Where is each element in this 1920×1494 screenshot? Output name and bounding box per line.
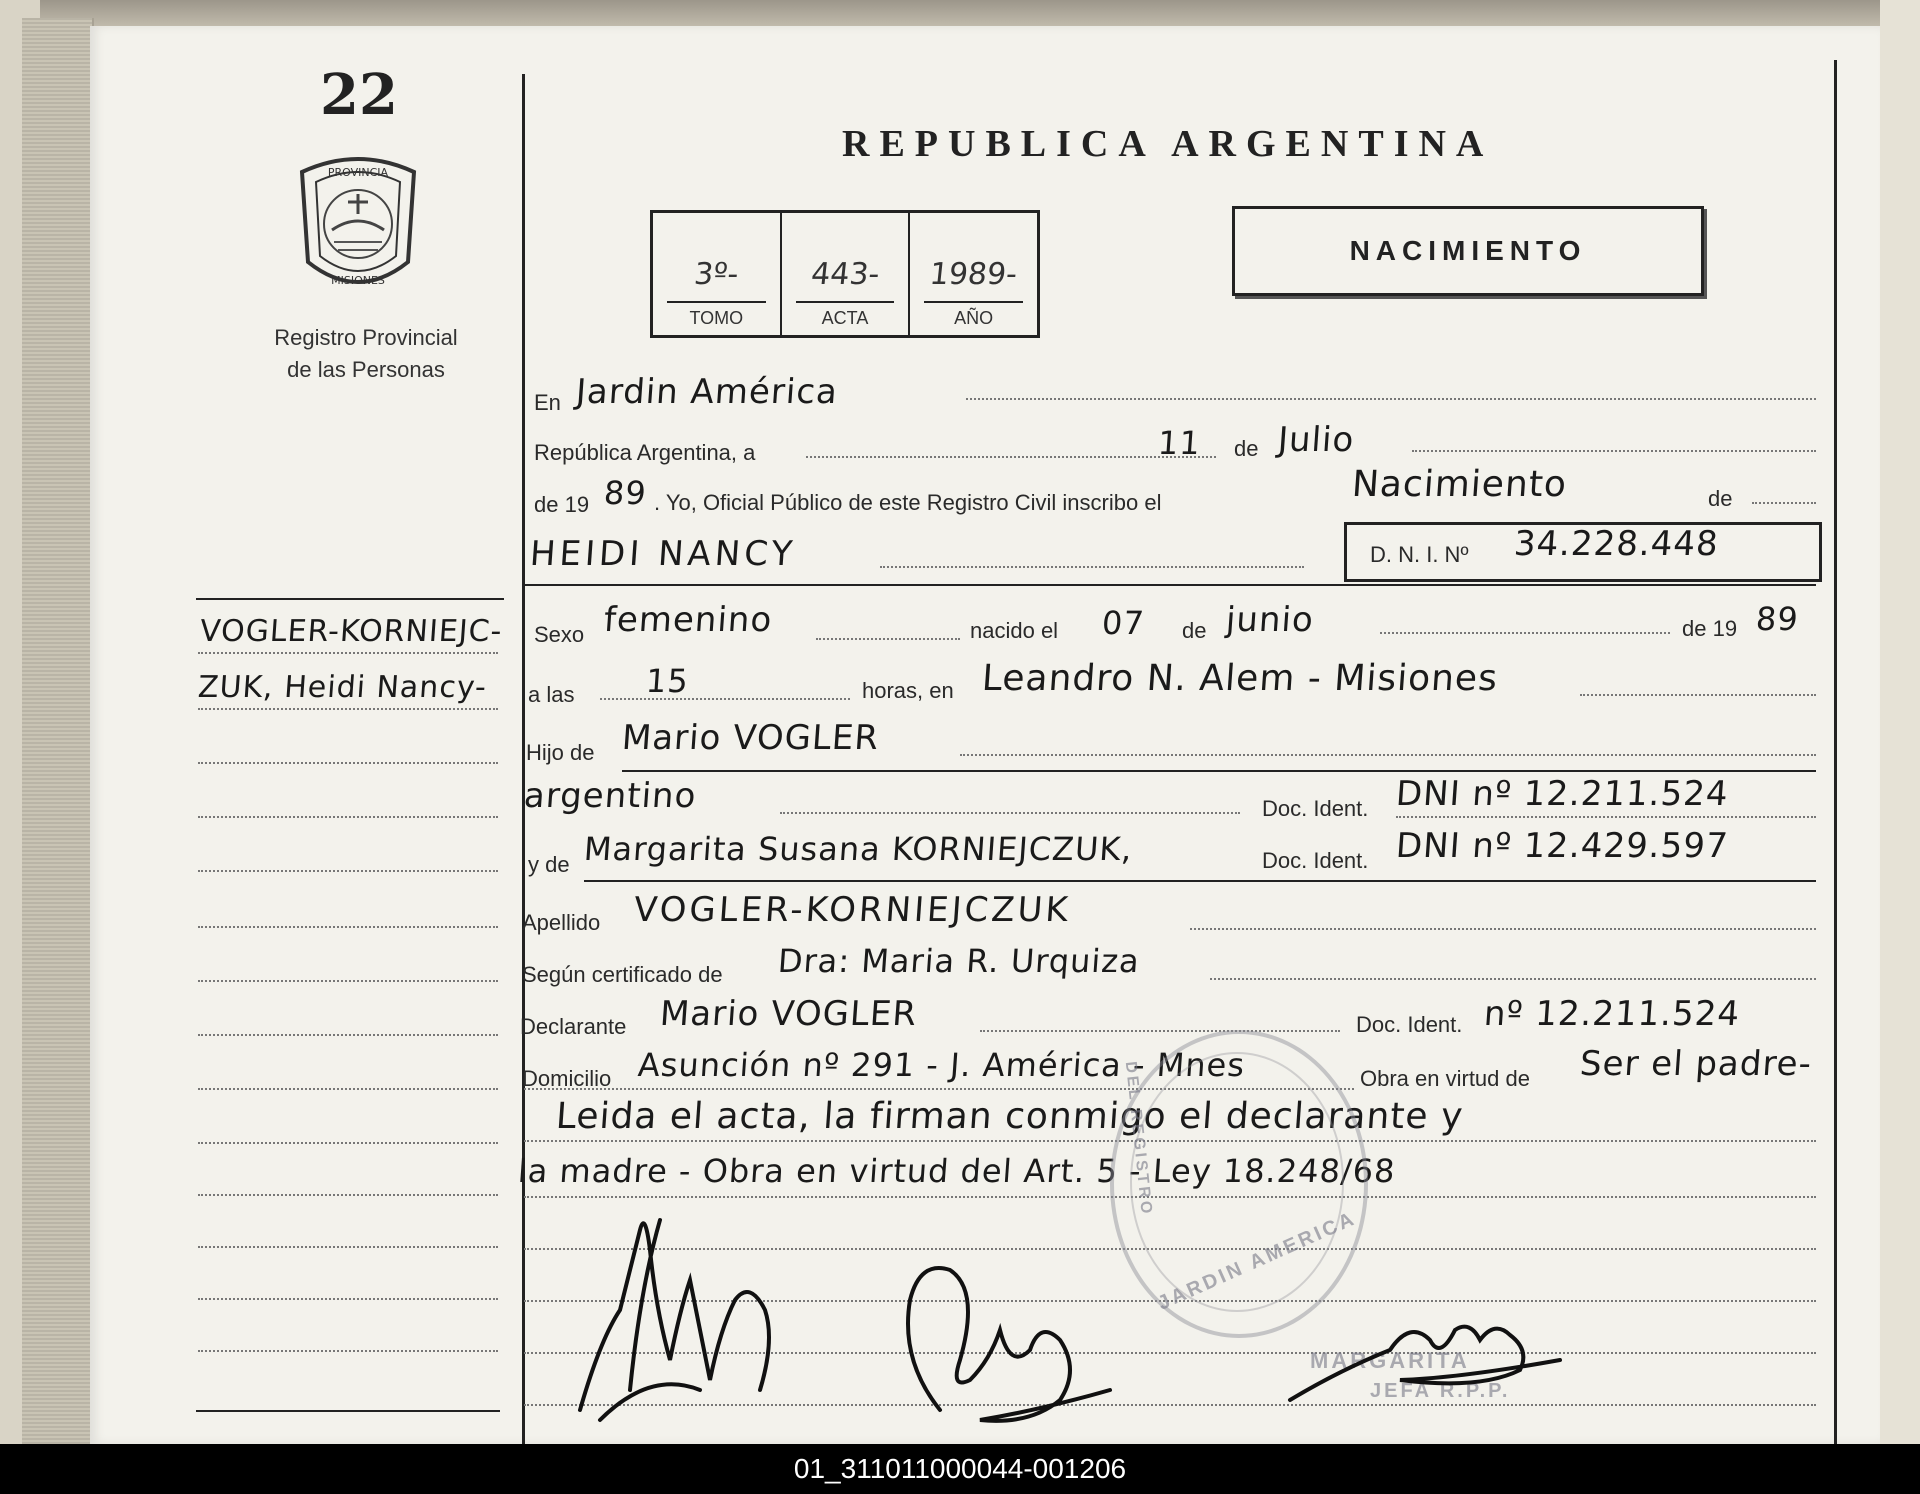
de-label3: de [1182, 618, 1207, 643]
margin-line [198, 1298, 498, 1300]
ano-label: AÑO [954, 308, 994, 328]
declarante-doc: nº 12.211.524 [1482, 994, 1742, 1034]
book-top-edge [40, 0, 1920, 28]
margin-line [198, 1246, 498, 1248]
image-code-footer: 01_311011000044-001206 [0, 1444, 1920, 1494]
mother-underline [584, 880, 1816, 882]
stamp-side-text: DEL REGISTRO [1121, 1060, 1155, 1218]
declarante-line [980, 1030, 1340, 1032]
apellido-value: VOGLER-KORNIEJCZUK [632, 890, 1073, 930]
margin-line [198, 708, 498, 710]
month-line [1412, 450, 1816, 452]
official-stamp-line1: MARGARITA [1310, 1348, 1470, 1373]
record-number-box [650, 210, 1040, 338]
month-value: Julio [1276, 420, 1356, 460]
left-column-rule [196, 598, 504, 600]
birth-month-line [1380, 632, 1670, 634]
acto-value: Nacimiento [1350, 464, 1569, 505]
apellido-label: Apellido [522, 910, 601, 935]
text-line2: Leida el acta, la firman conmigo el declarante y [554, 1096, 1465, 1137]
en-value: Jardin América [574, 372, 840, 412]
acta-underline [796, 301, 895, 303]
country-title: REPUBLICA ARGENTINA [842, 123, 1494, 165]
birth-day: 07 [1100, 604, 1147, 642]
hour-value: 15 [644, 662, 691, 700]
ano-cell [910, 213, 1037, 335]
signature-declarante-icon [560, 1190, 830, 1430]
official-stamp-line2: JEFA R.P.P. [1370, 1380, 1511, 1402]
birth-year: 89 [1754, 600, 1801, 638]
declarante-doc-label: Doc. Ident. [1356, 1012, 1463, 1037]
republica-label: República Argentina, a [534, 440, 756, 465]
page-number: 22 [320, 62, 398, 128]
margin-line [198, 1194, 498, 1196]
father-line [960, 754, 1816, 756]
name-line [880, 566, 1304, 568]
margin-line [198, 1088, 498, 1090]
de-label2: de [1708, 486, 1733, 511]
declarante-value: Mario VOGLER [658, 994, 919, 1034]
book-right-edge [1880, 0, 1920, 1444]
father-doc-label: Doc. Ident. [1262, 796, 1369, 821]
signature-official-icon [1280, 1300, 1580, 1410]
left-column-bottom-rule [196, 1410, 500, 1412]
acta-cell [782, 213, 911, 335]
margin-line [198, 980, 498, 982]
registry-name [236, 322, 496, 386]
tomo-underline [667, 301, 766, 303]
year-value: 89 [602, 474, 649, 512]
mother-doc: DNI nº 12.429.597 [1394, 826, 1730, 866]
oficial-text: . Yo, Oficial Público de este Registro Civil inscribo el [654, 490, 1162, 515]
registry-line2: de las Personas [287, 357, 445, 382]
dni-label: D. N. I. Nº [1370, 542, 1469, 567]
text-line3: la madre - Obra en virtud del Art. 5 - Ley 18.248/68 [516, 1152, 1397, 1190]
hijo-label: Hijo de [526, 740, 595, 765]
republica-line [806, 456, 1216, 458]
acto-line [1752, 502, 1816, 504]
declarante-label: Declarante [520, 1014, 627, 1039]
right-page-border [1834, 60, 1837, 1444]
domicilio-label: Domicilio [522, 1066, 612, 1091]
place-line [1580, 694, 1816, 696]
de19-label2: de 19 [1682, 616, 1738, 641]
nacido-label: nacido el [970, 618, 1059, 643]
name-value: HEIDI NANCY [528, 534, 798, 574]
registry-line1: Registro Provincial [274, 325, 458, 350]
apellido-line [1190, 928, 1816, 930]
margin-line [198, 926, 498, 928]
ano-value: 1989- [928, 257, 1020, 292]
obra-value: Ser el padre- [1578, 1044, 1814, 1084]
margin-line [198, 870, 498, 872]
ano-underline [924, 301, 1023, 303]
segun-value: Dra: Maria R. Urquiza [776, 942, 1142, 980]
de19-label: de 19 [534, 492, 590, 517]
segun-line [1210, 978, 1816, 980]
book-binding [22, 18, 94, 1448]
stamp-arc-text: JARDIN AMERICA [1154, 1207, 1360, 1315]
hour-line [600, 698, 850, 700]
margin-line [198, 816, 498, 818]
document-type-box: NACIMIENTO [1232, 206, 1704, 296]
tomo-label: TOMO [689, 308, 744, 328]
yde-label: y de [528, 852, 570, 877]
domicilio-value: Asunción nº 291 - J. América - Mnes [636, 1046, 1247, 1084]
margin-line [198, 1034, 498, 1036]
father-underline [622, 770, 1816, 772]
dni-value: 34.228.448 [1512, 524, 1721, 564]
segun-label: Según certificado de [522, 962, 723, 987]
en-label: En [534, 390, 561, 415]
tomo-value: 3º- [692, 257, 741, 292]
father-nationality: argentino [522, 776, 698, 816]
column-divider [522, 74, 525, 1444]
svg-text:PROVINCIA: PROVINCIA [327, 166, 389, 179]
margin-line [198, 1142, 498, 1144]
sexo-line [816, 638, 960, 640]
obra-label: Obra en virtud de [1360, 1066, 1530, 1091]
mother-value: Margarita Susana KORNIEJCZUK, [582, 830, 1134, 868]
horas-label: horas, en [862, 678, 954, 703]
en-line [966, 398, 1816, 400]
father-value: Mario VOGLER [620, 718, 881, 758]
acta-label: ACTA [821, 308, 869, 328]
sexo-label: Sexo [534, 622, 585, 647]
birth-month: junio [1224, 600, 1316, 640]
de-label: de [1234, 436, 1259, 461]
place-value: Leandro N. Alem - Misiones [980, 658, 1500, 699]
day-value: 11 [1156, 424, 1203, 462]
provincial-coat-of-arms-icon [292, 152, 424, 300]
margin-line [198, 652, 498, 654]
nationality-line [780, 812, 1240, 814]
margin-note-line2: ZUK, Heidi Nancy- [196, 670, 489, 705]
mother-doc-label: Doc. Ident. [1262, 848, 1369, 873]
sexo-value: femenino [602, 600, 774, 640]
father-doc: DNI nº 12.211.524 [1394, 774, 1730, 814]
margin-line [198, 762, 498, 764]
father-doc-line [1396, 816, 1816, 818]
section-rule-1 [524, 584, 1816, 586]
margin-line [198, 1350, 498, 1352]
margin-note-line1: VOGLER-KORNIEJC- [198, 614, 504, 649]
svg-text:MISIONES: MISIONES [331, 274, 385, 287]
tomo-cell [653, 213, 782, 335]
signature-mother-icon [880, 1240, 1140, 1440]
acta-value: 443- [809, 257, 881, 292]
alas-label: a las [528, 682, 575, 707]
